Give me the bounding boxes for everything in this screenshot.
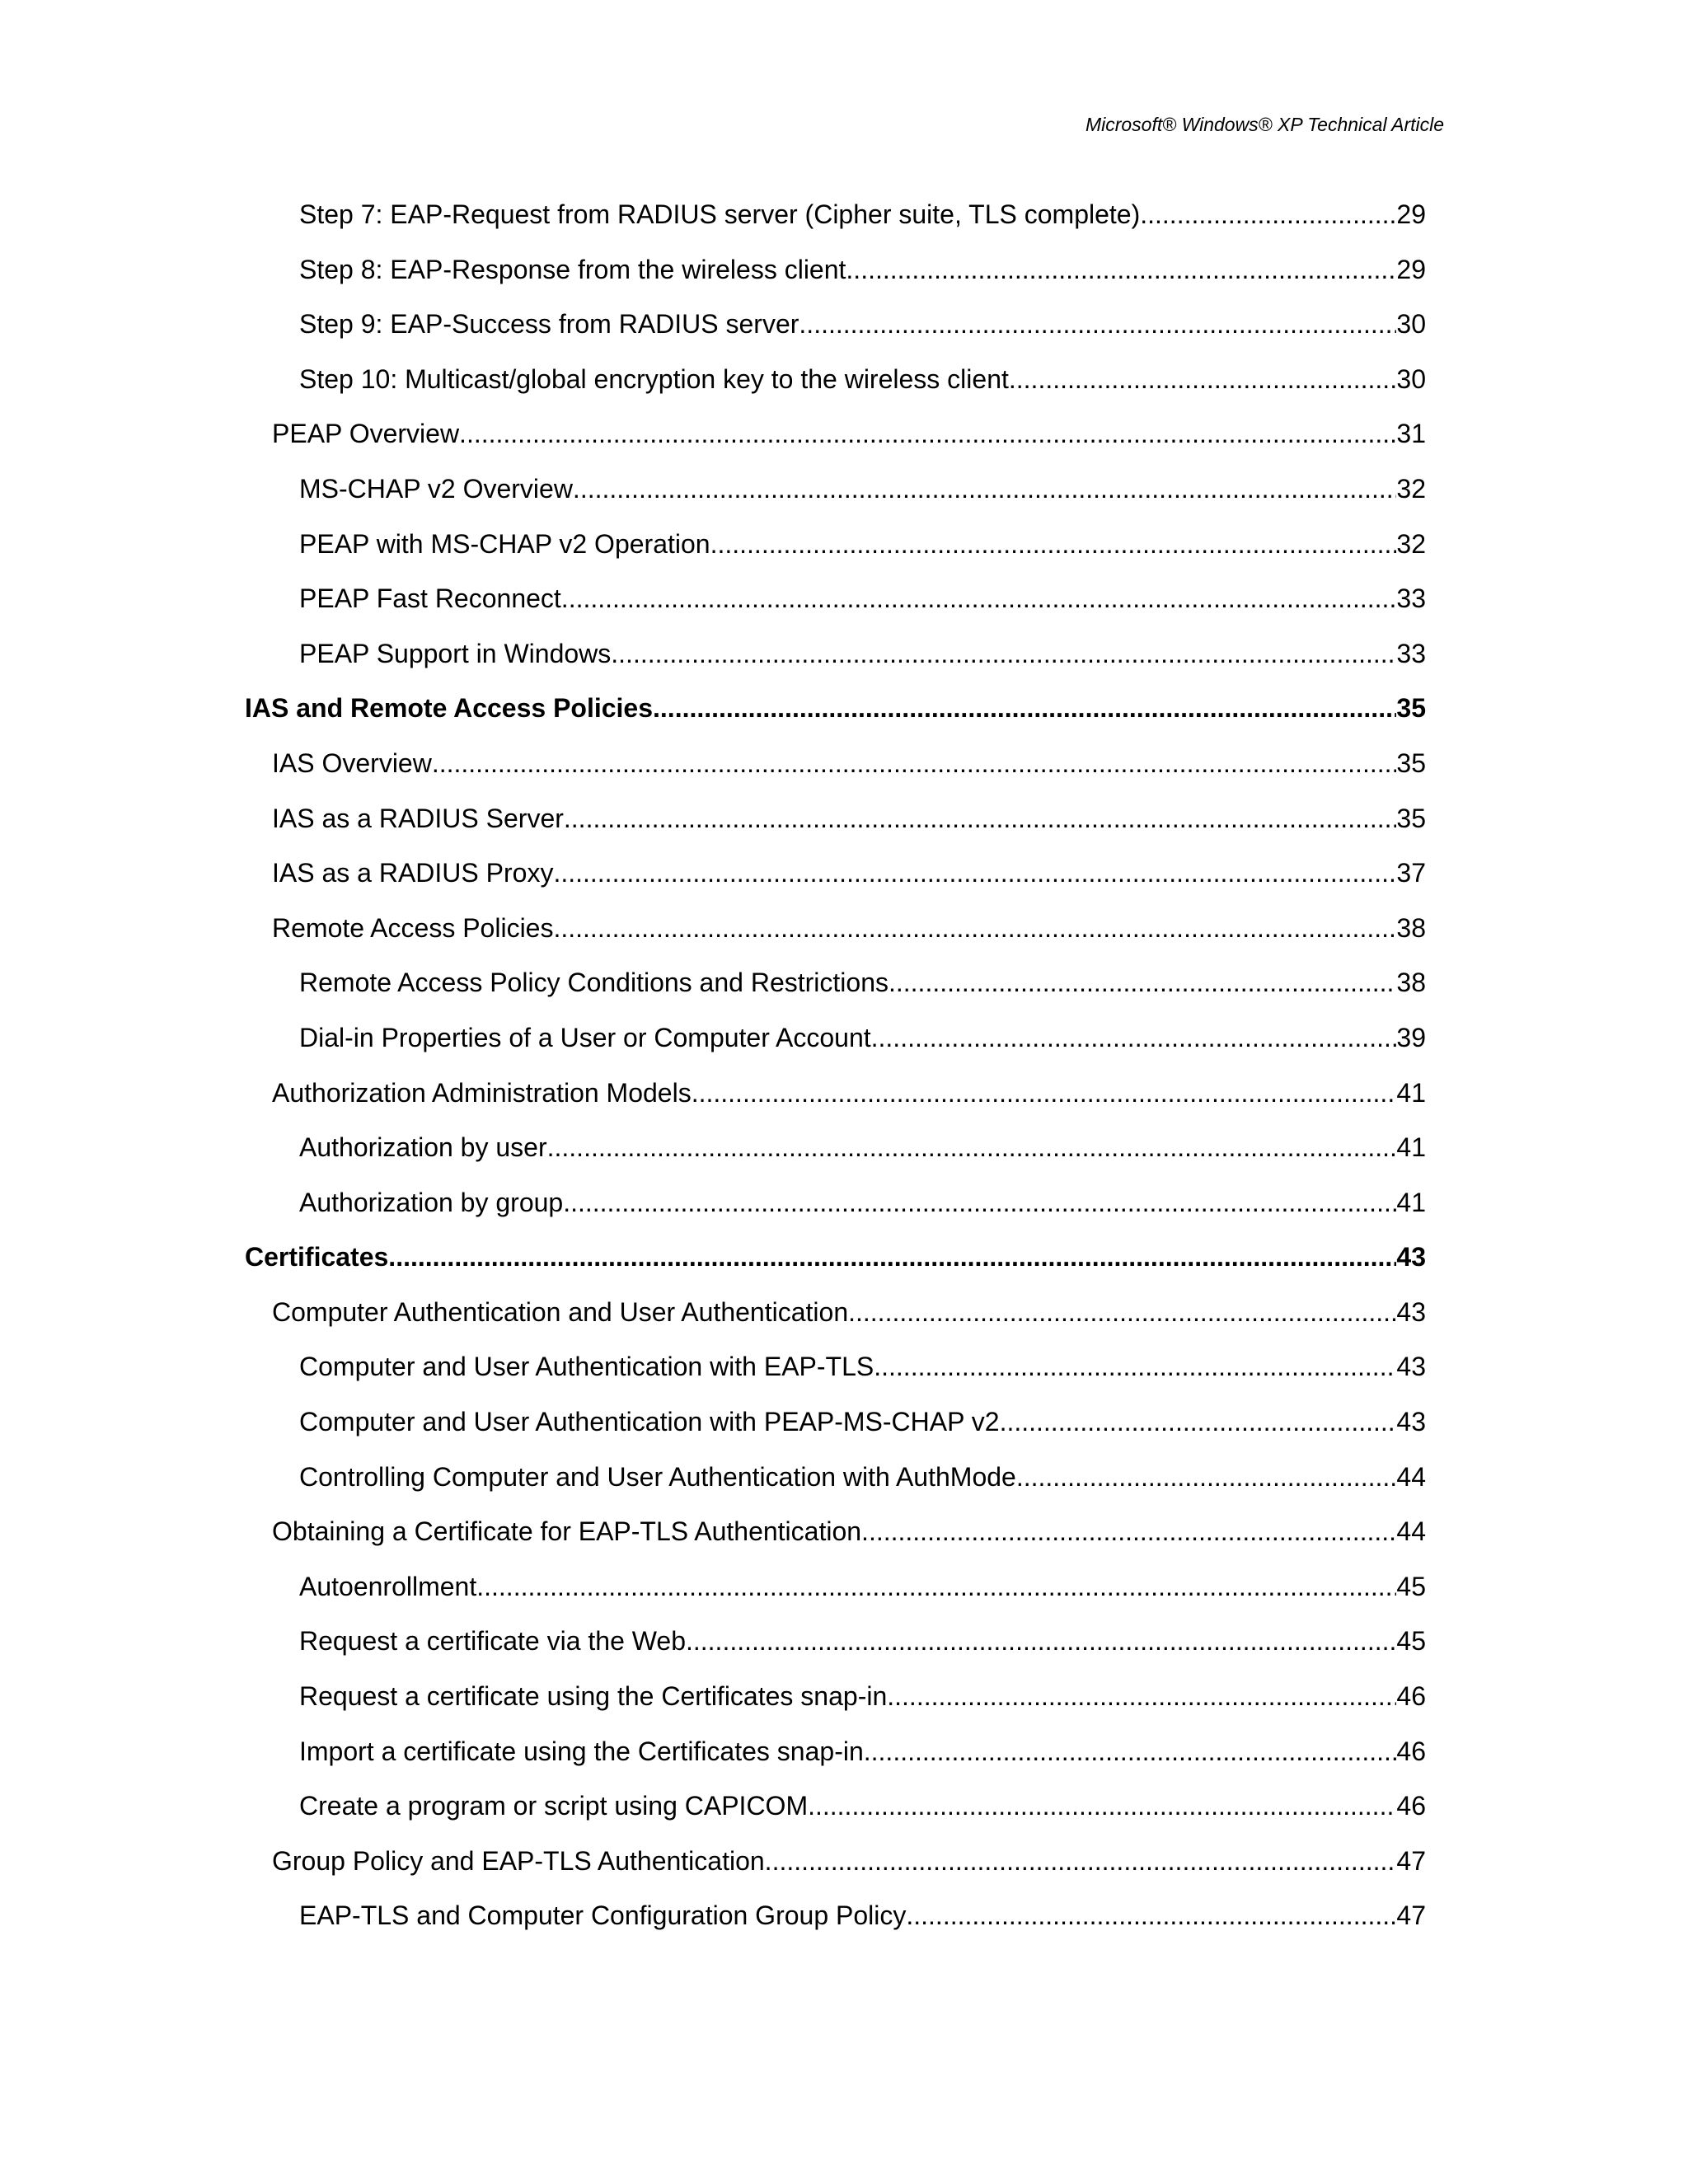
toc-entry-page-number: 41 [1396,1077,1426,1108]
toc-entry-title: Controlling Computer and User Authentication with AuthMode [299,1461,1016,1492]
toc-entry-title: Autoenrollment [299,1571,477,1601]
toc-entry[interactable] [245,307,1426,363]
toc-entry[interactable] [245,747,1426,802]
toc-entry-page-number: 44 [1396,1461,1426,1492]
toc-entry-title: PEAP Overview [272,419,460,449]
toc-entry-title: Step 10: Multicast/global encryption key to the wireless client [299,363,1009,394]
toc-dot-leader [432,747,1397,780]
toc-entry-title: Computer and User Authentication with PEAP-MS-CHAP v2 [299,1407,1000,1437]
toc-entry-page-number: 39 [1396,1022,1426,1052]
toc-entry[interactable] [245,1789,1426,1844]
toc-entry-page-number: 30 [1396,363,1426,394]
toc-entry-title: Certificates [245,1242,389,1272]
toc-dot-leader [553,856,1396,889]
toc-dot-leader [564,802,1397,835]
toc-dot-leader [653,691,1396,724]
toc-entry-page-number: 44 [1396,1516,1426,1547]
toc-dot-leader [765,1844,1397,1877]
toc-entry[interactable] [245,1240,1426,1296]
toc-entry[interactable] [245,1405,1426,1460]
toc-entry-page-number: 31 [1396,419,1426,449]
toc-entry[interactable] [245,1021,1426,1076]
toc-entry-page-number: 35 [1396,693,1426,724]
toc-entry-title: IAS as a RADIUS Proxy [272,858,554,888]
toc-entry-title: Step 9: EAP-Success from RADIUS server [299,309,799,340]
toc-dot-leader [459,417,1396,450]
toc-entry-title: EAP-TLS and Computer Configuration Group Policy [299,1900,907,1931]
toc-dot-leader [887,1680,1396,1713]
toc-dot-leader [692,1076,1397,1109]
toc-entry-title: Dial-in Properties of a User or Computer Account [299,1022,871,1052]
toc-entry-title: PEAP with MS-CHAP v2 Operation [299,528,710,559]
toc-entry[interactable] [245,691,1426,747]
toc-entry-title: Import a certificate using the Certificates snap-in [299,1736,864,1766]
toc-dot-leader [686,1624,1396,1657]
toc-entry-page-number: 43 [1396,1296,1426,1327]
toc-entry-title: Authorization by user [299,1132,547,1163]
toc-entry-page-number: 29 [1396,254,1426,284]
toc-entry[interactable] [245,1186,1426,1241]
toc-entry-page-number: 43 [1396,1242,1426,1272]
toc-entry-page-number: 41 [1396,1132,1426,1163]
toc-entry[interactable] [245,1515,1426,1570]
toc-entry-page-number: 46 [1396,1681,1426,1712]
toc-entry[interactable] [245,253,1426,308]
toc-entry-page-number: 29 [1396,199,1426,229]
toc-entry[interactable] [245,1296,1426,1351]
toc-entry-page-number: 37 [1396,858,1426,888]
toc-entry-page-number: 47 [1396,1900,1426,1931]
toc-entry-title: Authorization by group [299,1187,564,1217]
toc-dot-leader [1140,198,1396,231]
toc-entry[interactable] [245,582,1426,637]
toc-entry[interactable] [245,363,1426,418]
toc-entry[interactable] [245,637,1426,692]
toc-entry-title: IAS as a RADIUS Server [272,803,564,833]
toc-entry-title: Computer and User Authentication with EAP-TLS [299,1352,874,1382]
toc-entry[interactable] [245,1735,1426,1790]
toc-entry-title: Request a certificate via the Web [299,1626,686,1657]
table-of-contents [245,198,1426,1954]
toc-dot-leader [889,966,1396,999]
toc-entry-title: Remote Access Policy Conditions and Restrictions [299,968,889,998]
toc-entry-page-number: 35 [1396,748,1426,778]
toc-entry-title: Computer Authentication and User Authentication [272,1296,849,1327]
toc-entry-title: Remote Access Policies [272,912,554,943]
toc-entry-page-number: 35 [1396,803,1426,833]
toc-dot-leader [861,1515,1396,1548]
toc-entry[interactable] [245,1460,1426,1516]
toc-dot-leader [871,1021,1397,1054]
toc-entry[interactable] [245,1624,1426,1680]
toc-entry[interactable] [245,1844,1426,1900]
toc-entry-page-number: 43 [1396,1352,1426,1382]
toc-entry[interactable] [245,1076,1426,1132]
toc-entry-page-number: 32 [1396,528,1426,559]
toc-dot-leader [864,1735,1397,1768]
toc-entry[interactable] [245,1680,1426,1735]
toc-entry-title: Request a certificate using the Certificates snap-in [299,1681,888,1712]
toc-dot-leader [874,1350,1396,1383]
toc-dot-leader [561,582,1397,615]
toc-entry[interactable] [245,417,1426,472]
toc-entry-page-number: 38 [1396,912,1426,943]
toc-entry-page-number: 46 [1396,1791,1426,1821]
toc-entry-page-number: 41 [1396,1187,1426,1217]
toc-dot-leader [846,253,1396,286]
toc-entry-page-number: 33 [1396,638,1426,668]
toc-entry[interactable] [245,1570,1426,1625]
toc-entry[interactable] [245,912,1426,967]
toc-entry-page-number: 45 [1396,1571,1426,1601]
toc-entry-page-number: 32 [1396,473,1426,504]
toc-entry-title: MS-CHAP v2 Overview [299,473,573,504]
toc-dot-leader [799,307,1396,340]
toc-dot-leader [710,527,1397,560]
toc-entry[interactable] [245,802,1426,857]
toc-entry-title: PEAP Support in Windows [299,638,612,668]
toc-entry[interactable] [245,527,1426,583]
toc-entry-title: Group Policy and EAP-TLS Authentication [272,1845,765,1876]
toc-entry-page-number: 47 [1396,1845,1426,1876]
toc-dot-leader [476,1570,1396,1603]
toc-entry[interactable] [245,856,1426,912]
toc-entry[interactable] [245,966,1426,1021]
toc-entry[interactable] [245,472,1426,527]
toc-entry-title: Obtaining a Certificate for EAP-TLS Authentication [272,1516,862,1547]
toc-entry-title: Create a program or script using CAPICOM [299,1791,809,1821]
toc-entry-page-number: 33 [1396,583,1426,614]
toc-entry[interactable] [245,198,1426,253]
toc-dot-leader [553,912,1396,944]
toc-dot-leader [573,472,1396,505]
toc-dot-leader [563,1186,1396,1219]
toc-dot-leader [1009,363,1397,396]
toc-dot-leader [808,1789,1396,1822]
toc-dot-leader [1016,1460,1397,1493]
toc-dot-leader [611,637,1396,670]
toc-entry[interactable] [245,1899,1426,1954]
toc-dot-leader [388,1240,1396,1273]
toc-dot-leader [547,1131,1397,1164]
page-header: Microsoft® Windows® XP Technical Article [1085,114,1444,135]
toc-dot-leader [1000,1405,1397,1438]
toc-dot-leader [906,1899,1396,1932]
toc-dot-leader [848,1296,1396,1329]
toc-entry-title: Authorization Administration Models [272,1077,692,1108]
toc-entry-page-number: 30 [1396,309,1426,340]
toc-entry-page-number: 38 [1396,968,1426,998]
toc-entry-title: Step 8: EAP-Response from the wireless client [299,254,846,284]
toc-entry-page-number: 45 [1396,1626,1426,1657]
toc-entry-page-number: 43 [1396,1407,1426,1437]
toc-entry-title: IAS Overview [272,748,432,778]
toc-entry-title: Step 7: EAP-Request from RADIUS server (Cipher suite, TLS complete) [299,199,1141,229]
toc-entry-title: PEAP Fast Reconnect [299,583,561,614]
toc-entry[interactable] [245,1131,1426,1186]
toc-entry-page-number: 46 [1396,1736,1426,1766]
toc-entry-title: IAS and Remote Access Policies [245,693,654,724]
toc-entry[interactable] [245,1350,1426,1405]
